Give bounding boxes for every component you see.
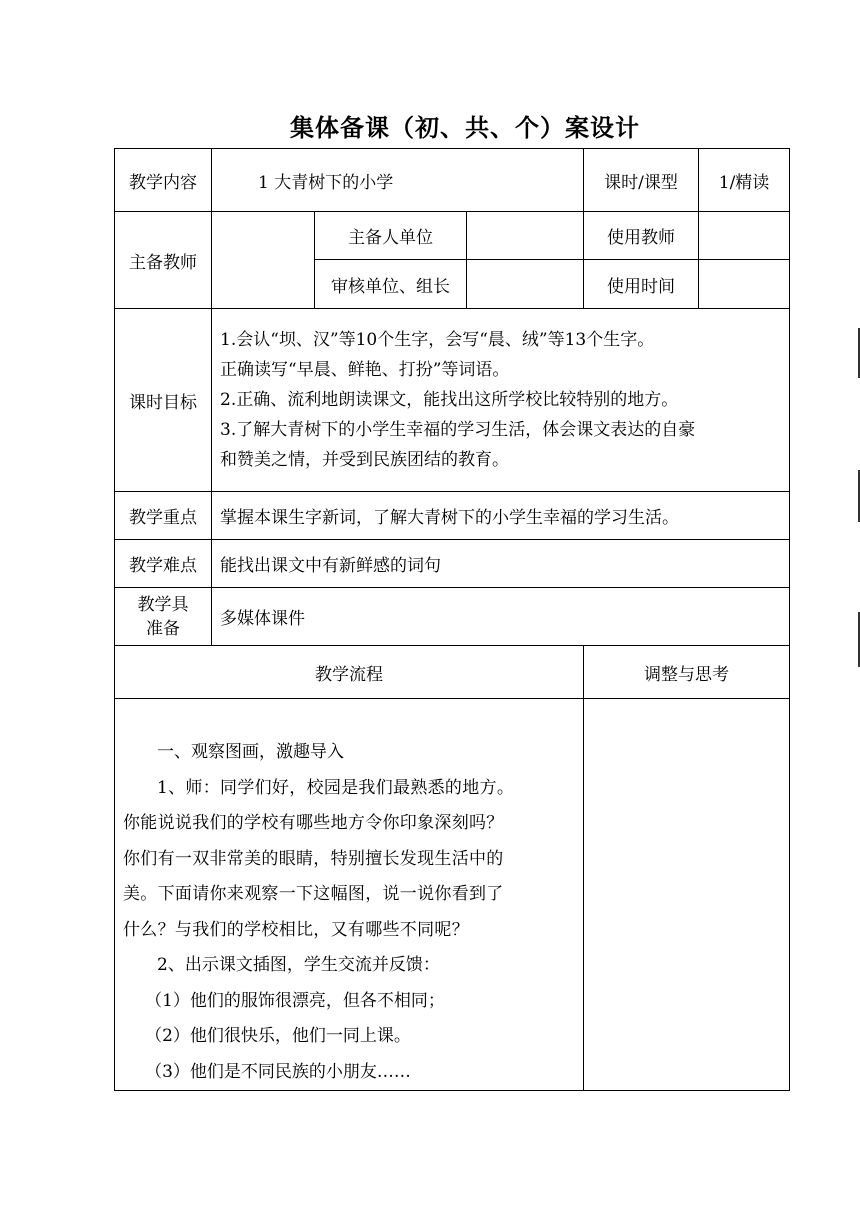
value-key-point: 掌握本课生字新词，了解大青树下的小学生幸福的学习生活。 bbox=[212, 492, 790, 540]
value-period-type: 1/精读 bbox=[699, 149, 790, 212]
row-lead-teacher bbox=[115, 212, 790, 260]
value-teaching-content: 1 大青树下的小学 bbox=[212, 149, 584, 212]
label-period-type: 课时/课型 bbox=[584, 149, 699, 212]
flow-paragraph-line: 1、师：同学们好，校园是我们最熟悉的地方。 bbox=[157, 777, 515, 798]
row-materials bbox=[115, 588, 790, 646]
flow-list-item: （3）他们是不同民族的小朋友…… bbox=[145, 1061, 411, 1082]
flow-heading: 一、观察图画，激趣导入 bbox=[157, 742, 344, 762]
value-lead-unit bbox=[467, 212, 584, 260]
row-goals bbox=[115, 309, 790, 492]
goal-line: 和赞美之情，并受到民族团结的教育。 bbox=[220, 450, 509, 470]
row-key-point bbox=[115, 492, 790, 540]
flow-paragraph-line: 美。下面请你来观察一下这幅图，说一说你看到了 bbox=[123, 884, 504, 904]
document-title: 集体备课（初、共、个）案设计 bbox=[290, 114, 640, 142]
value-using-teacher bbox=[699, 212, 790, 260]
goal-line: 3.了解大青树下的小学生幸福的学习生活，体会课文表达的自豪 bbox=[220, 420, 696, 440]
goal-line: 2.正确、流利地朗读课文，能找出这所学校比较特别的地方。 bbox=[220, 390, 679, 410]
label-key-point: 教学重点 bbox=[115, 492, 212, 540]
row-flow-body bbox=[115, 699, 790, 1091]
label-difficulty: 教学难点 bbox=[115, 540, 212, 588]
flow-list-item: （1）他们的服饰很漂亮，但各不相同； bbox=[145, 990, 445, 1011]
value-review-unit bbox=[467, 260, 584, 309]
flow-paragraph-line: 你们有一双非常美的眼睛，特别擅长发现生活中的 bbox=[123, 848, 504, 869]
flow-paragraph-line: 你能说说我们的学校有哪些地方令你印象深刻吗？ bbox=[123, 813, 504, 833]
goal-line: 正确读写“早晨、鲜艳、打扮”等词语。 bbox=[220, 360, 510, 380]
label-lead-unit: 主备人单位 bbox=[315, 212, 467, 260]
label-using-teacher: 使用教师 bbox=[584, 212, 699, 260]
value-lead-teacher bbox=[212, 212, 315, 309]
label-using-time: 使用时间 bbox=[584, 260, 699, 309]
value-using-time bbox=[699, 260, 790, 309]
lesson-plan-table bbox=[114, 148, 790, 1091]
label-goals: 课时目标 bbox=[115, 309, 212, 492]
goal-line: 1.会认“坝、汉”等10个生字，会写“晨、绒”等13个生字。 bbox=[220, 330, 655, 350]
flow-step-2: 2、出示课文插图，学生交流并反馈： bbox=[157, 955, 440, 975]
flow-list-item: （2）他们很快乐，他们一同上课。 bbox=[145, 1026, 411, 1046]
teaching-flow-content bbox=[115, 699, 584, 1091]
label-materials-line2: 准备 bbox=[146, 618, 180, 639]
goals-content bbox=[212, 309, 790, 492]
flow-paragraph-line: 什么？与我们的学校相比，又有哪些不同呢？ bbox=[123, 919, 469, 940]
value-materials: 多媒体课件 bbox=[212, 588, 790, 646]
label-teaching-content: 教学内容 bbox=[115, 149, 212, 212]
adjust-reflect-content bbox=[584, 699, 790, 1091]
label-materials bbox=[115, 588, 212, 646]
row-difficulty bbox=[115, 540, 790, 588]
value-difficulty: 能找出课文中有新鲜感的词句 bbox=[212, 540, 790, 588]
row-teaching-content bbox=[115, 149, 790, 212]
label-review-unit: 审核单位、组长 bbox=[315, 260, 467, 309]
label-materials-line1: 教学具 bbox=[137, 594, 189, 615]
header-teaching-flow: 教学流程 bbox=[115, 646, 584, 699]
row-flow-header bbox=[115, 646, 790, 699]
label-lead-teacher: 主备教师 bbox=[115, 212, 212, 309]
header-adjust-reflect: 调整与思考 bbox=[584, 646, 790, 699]
